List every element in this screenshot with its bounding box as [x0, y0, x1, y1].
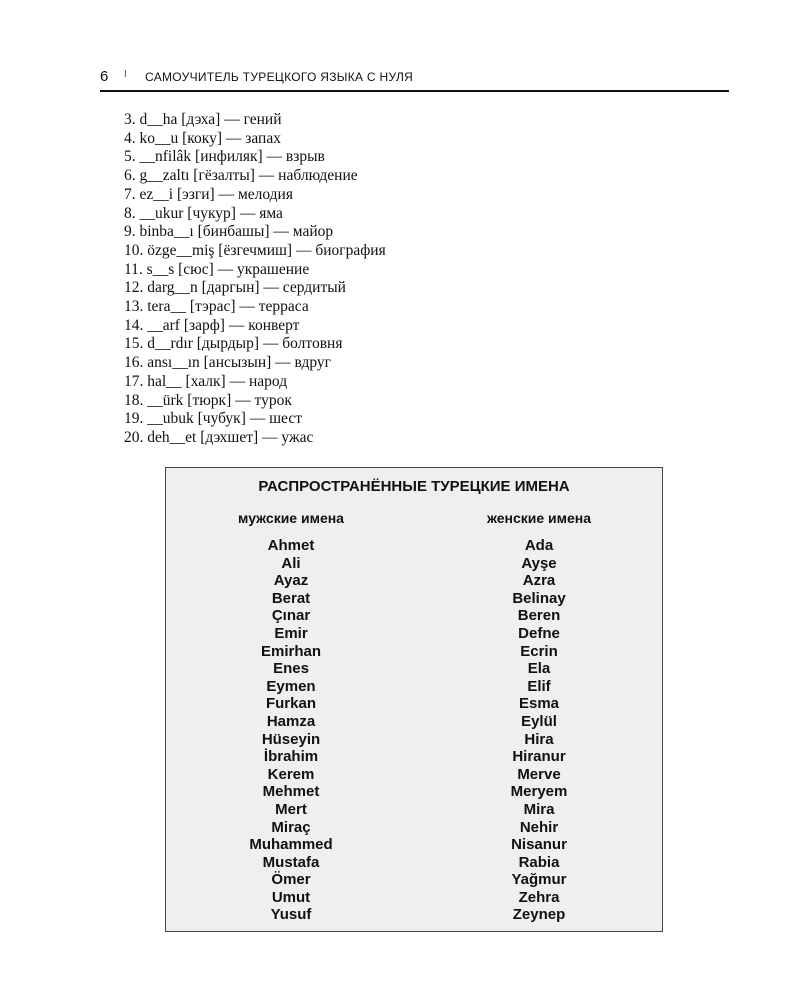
male-name: Berat [271, 589, 311, 607]
exercise-item: 8. __ukur [чукур] — яма [124, 204, 283, 222]
female-name: Defne [518, 624, 560, 642]
male-name: İbrahim [263, 748, 319, 766]
exercise-item: 6. g__zaltı [гёзалты] — наблюдение [124, 167, 358, 185]
female-name: Esma [518, 695, 560, 713]
female-names-column [439, 510, 639, 924]
exercise-item: 3. d__ha [дэха] — гений [124, 111, 282, 128]
page-number: 6 [100, 68, 109, 85]
female-name: Beren [517, 607, 561, 625]
male-name: Enes [273, 660, 309, 678]
female-name: Ecrin [520, 642, 558, 660]
running-header [100, 66, 729, 92]
header-separator: I [124, 69, 128, 80]
exercise-item: 13. tera__ [тэрас] — терраса [124, 298, 309, 316]
exercise-item: 16. ansı__ın [ансызын] — вдруг [124, 354, 331, 372]
female-name: Hira [524, 730, 554, 748]
female-name: Rabia [518, 853, 560, 871]
exercise-item: 4. ko__u [коку] — запах [124, 129, 281, 147]
male-name: Emirhan [260, 642, 321, 660]
male-name: Mert [275, 800, 307, 818]
male-name: Mehmet [262, 783, 320, 801]
male-name: Emir [274, 624, 308, 642]
exercise-item: 17. hal__ [халк] — народ [124, 372, 288, 390]
female-name: Elif [527, 677, 551, 695]
exercise-item: 14. __arf [зарф] — конверт [124, 316, 300, 334]
female-name: Merve [517, 765, 561, 783]
exercise-item: 20. deh__et [дэхшет] — ужас [124, 428, 314, 446]
female-name: Zehra [518, 888, 560, 906]
male-name: Yusuf [270, 906, 312, 924]
male-name: Hüseyin [261, 730, 321, 748]
male-names-heading: мужские имена [238, 510, 344, 526]
exercise-item: 12. darg__n [даргын] — сердитый [124, 279, 346, 297]
exercise-list [124, 111, 386, 448]
names-box-title: РАСПРОСТРАНЁННЫЕ ТУРЕЦКИЕ ИМЕНА [258, 478, 570, 495]
male-name: Ahmet [267, 537, 315, 554]
female-name: Ayşe [521, 554, 557, 572]
male-name: Çınar [271, 607, 311, 625]
male-names-list [191, 537, 391, 924]
exercise-item: 18. __ürk [тюрк] — турок [124, 391, 292, 409]
turkish-names-box [165, 467, 663, 932]
male-name: Ali [281, 554, 301, 572]
female-name: Nehir [519, 818, 559, 836]
male-names-column [191, 510, 391, 924]
female-name: Meryem [510, 783, 568, 801]
female-name: Nisanur [511, 836, 567, 854]
male-name: Mustafa [262, 853, 320, 871]
female-name: Ela [527, 660, 551, 678]
male-name: Eymen [266, 677, 316, 695]
female-name: Azra [522, 572, 556, 590]
book-title: САМОУЧИТЕЛЬ ТУРЕЦКОГО ЯЗЫКА С НУЛЯ [145, 70, 414, 84]
male-name: Furkan [265, 695, 316, 713]
male-name: Muhammed [249, 836, 333, 854]
male-name: Hamza [266, 712, 316, 730]
exercise-item: 15. d__rdır [дырдыр] — болтовня [124, 335, 343, 353]
female-name: Eylül [521, 712, 557, 730]
male-name: Umut [271, 888, 311, 906]
male-name: Kerem [267, 765, 315, 783]
exercise-item: 5. __nfilâk [инфиляк] — взрыв [124, 148, 325, 166]
female-name: Zeynep [512, 906, 566, 924]
exercise-item: 9. binba__ı [бинбашы] — майор [124, 223, 334, 241]
exercise-item: 7. ez__i [эзги] — мелодия [124, 185, 293, 203]
female-name: Belinay [512, 589, 566, 607]
male-name: Ayaz [273, 572, 309, 590]
female-name: Ada [524, 537, 554, 554]
female-names-list [439, 537, 639, 924]
exercise-item: 10. özge__miş [ёзгечмиш] — биография [124, 241, 386, 259]
exercise-item: 19. __ubuk [чубук] — шест [124, 410, 302, 428]
female-name: Mira [523, 800, 555, 818]
female-names-heading: женские имена [486, 510, 592, 526]
female-name: Yağmur [511, 871, 567, 889]
male-name: Ömer [271, 871, 311, 889]
male-name: Miraç [271, 818, 311, 836]
exercise-item: 11. s__s [сюс] — украшение [124, 260, 310, 278]
female-name: Hiranur [512, 748, 566, 766]
